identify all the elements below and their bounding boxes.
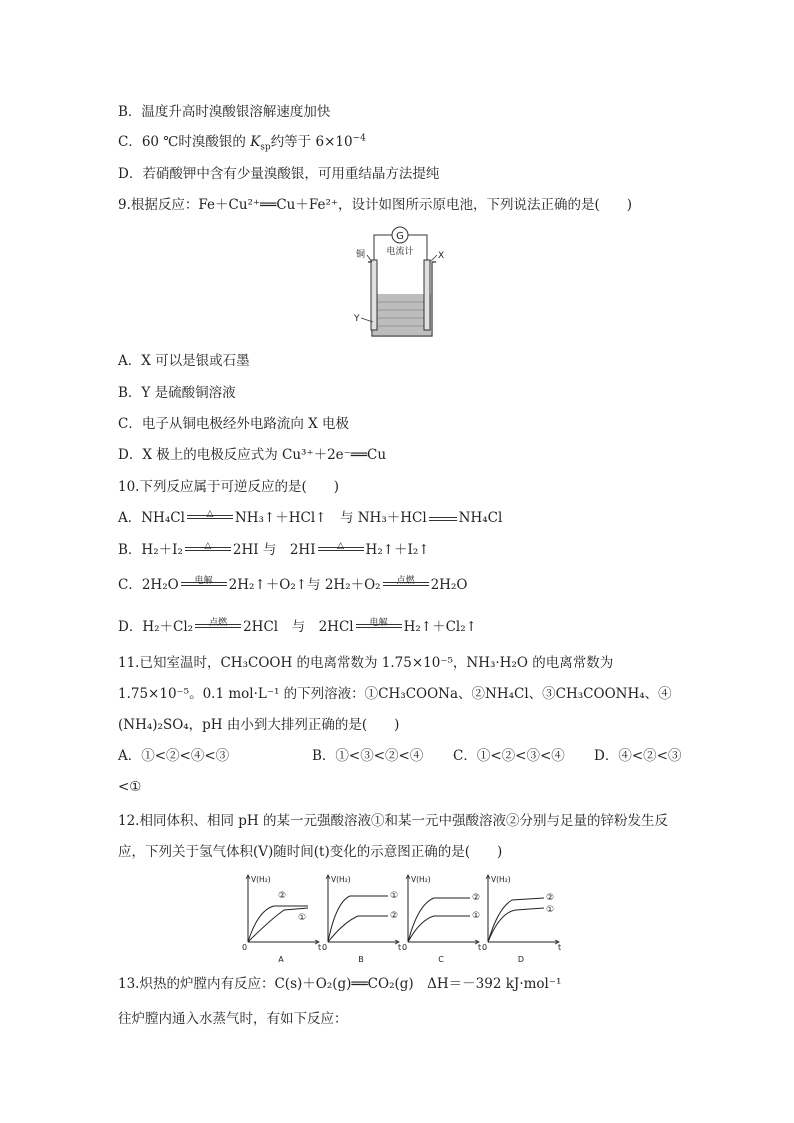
graph-b-origin: 0 bbox=[322, 943, 328, 952]
q10-d-left: D．H₂＋Cl₂ bbox=[118, 619, 194, 635]
q8-option-c-mid: 约等于 6×10 bbox=[270, 134, 353, 150]
graph-b-upper-curve bbox=[328, 896, 388, 942]
q10-c-product: 2H₂O bbox=[430, 577, 468, 593]
q10-d-condition: 点燃 bbox=[209, 618, 228, 628]
q10-b-condition: △ bbox=[204, 541, 212, 551]
q10-c-arrow2 bbox=[383, 576, 429, 589]
q10-a-equals bbox=[429, 517, 457, 521]
q11-option-b: B．①<③<②<④ bbox=[312, 748, 424, 764]
graph-c-upper-label: ② bbox=[472, 893, 481, 903]
graph-d-xlabel: t bbox=[558, 943, 562, 952]
graph-c-upper-curve bbox=[408, 898, 470, 942]
meter-label: 电流计 bbox=[386, 247, 414, 257]
q10-b-arrow bbox=[185, 541, 231, 554]
q10-c-arrow bbox=[181, 576, 227, 589]
y-label: Y bbox=[354, 314, 360, 324]
graph-c-ylabel: V(H₂) bbox=[411, 875, 431, 884]
q10-option-b bbox=[118, 541, 430, 559]
graph-c-label: C bbox=[438, 955, 444, 964]
q10-b-left: B．H₂＋I₂ bbox=[118, 542, 183, 558]
x-label: X bbox=[438, 251, 445, 261]
q10-d-condition2: 电解 bbox=[369, 618, 388, 628]
electrolyte-solution bbox=[373, 294, 431, 335]
q8-option-c-pre: C．60 ℃时溴酸银的 bbox=[118, 134, 251, 150]
q8-option-c-exp: −4 bbox=[352, 133, 366, 144]
graph-d-lower-curve bbox=[488, 908, 544, 942]
q10-b-arrow2 bbox=[318, 541, 364, 554]
graph-b-label: B bbox=[358, 955, 364, 964]
copper-label: 铜 bbox=[356, 250, 366, 260]
q10-d-mid: 2HCl 与 2HCl bbox=[243, 619, 354, 635]
q13-line1: 13.炽热的炉膛内有反应：C(s)＋O₂(g)══CO₂(g) ΔH＝－392 kJ·mol⁻¹ bbox=[118, 976, 562, 992]
graph-b-ylabel: V(H₂) bbox=[331, 875, 351, 884]
graph-d-upper-curve bbox=[488, 898, 544, 942]
q10-option-d bbox=[118, 618, 477, 636]
q10-b-condition2: △ bbox=[337, 541, 344, 551]
q10-a-product: NH₄Cl bbox=[458, 510, 503, 526]
q11-line3: (NH₄)₂SO₄，pH 由小到大排列正确的是( ) bbox=[118, 717, 400, 733]
graph-c-lower-label: ① bbox=[472, 911, 481, 921]
q10-b-mid: 2HI 与 2HI bbox=[232, 542, 316, 558]
galvanic-cell-figure bbox=[340, 222, 450, 344]
q11-option-d-cont: <① bbox=[118, 779, 142, 795]
graph-d-label: D bbox=[517, 955, 525, 964]
q10-c-condition2: 点燃 bbox=[396, 576, 415, 586]
q11-option-d: D．④<②<③ bbox=[594, 748, 682, 764]
q10-a-arrow bbox=[187, 509, 233, 522]
q13-line2: 往炉膛内通入水蒸气时，有如下反应： bbox=[118, 1011, 348, 1027]
graph-b-upper-label: ① bbox=[390, 891, 399, 901]
q11-option-c: C．①<②<③<④ bbox=[453, 748, 565, 764]
copper-electrode bbox=[371, 260, 377, 330]
q10-option-a bbox=[118, 509, 502, 527]
graph-c-origin: 0 bbox=[402, 943, 408, 952]
q10-a-right: NH₃↑＋HCl↑ 与 NH₃＋HCl bbox=[234, 510, 427, 526]
q9-stem: 9.根据反应：Fe＋Cu²⁺══Cu＋Fe²⁺，设计如图所示原电池，下列说法正确的是( ) bbox=[118, 197, 633, 213]
graph-d-upper-label: ② bbox=[546, 893, 555, 903]
graph-a-lower-label: ① bbox=[298, 913, 307, 923]
q11-option-a: A．①<②<④<③ bbox=[118, 748, 230, 764]
q10-c-condition: 电解 bbox=[194, 576, 213, 586]
q8-option-c bbox=[118, 133, 366, 151]
q12-line2: 应，下列关于氢气体积(V)随时间(t)变化的示意图正确的是( ) bbox=[118, 844, 503, 860]
q10-c-mid: 2H₂↑＋O₂↑与 2H₂＋O₂ bbox=[228, 577, 381, 593]
x-electrode bbox=[424, 260, 430, 330]
graph-d-ylabel: V(H₂) bbox=[491, 875, 511, 884]
q11-line1: 11.已知室温时，CH₃COOH 的电离常数为 1.75×10⁻⁵，NH₃·H₂O 的电离常数为 bbox=[118, 655, 614, 671]
graph-a-ylabel: V(H₂) bbox=[251, 875, 271, 884]
q10-c-left: C．2H₂O bbox=[118, 577, 179, 593]
graph-a-xlabel: t bbox=[318, 943, 322, 952]
q9-option-d: D．X 极上的电极反应式为 Cu³⁺＋2e⁻══Cu bbox=[118, 447, 387, 463]
q9-option-c: C．电子从铜电极经外电路流向 X 电极 bbox=[118, 416, 350, 432]
q8-option-d: D．若硝酸钾中含有少量溴酸银，可用重结晶方法提纯 bbox=[118, 166, 440, 182]
q9-option-b: B．Y 是硫酸铜溶液 bbox=[118, 385, 236, 401]
q10-b-product: H₂↑＋I₂↑ bbox=[365, 542, 430, 558]
galvanometer-g: G bbox=[396, 231, 404, 242]
graph-a-upper-label: ② bbox=[278, 891, 287, 901]
graph-c-xlabel: t bbox=[478, 943, 482, 952]
q10-a-left: A．NH₄Cl bbox=[118, 510, 185, 526]
q9-option-a: A．X 可以是银或石墨 bbox=[118, 353, 250, 369]
graph-b-lower-label: ② bbox=[390, 911, 399, 921]
graph-a-label: A bbox=[278, 955, 284, 964]
q10-option-c bbox=[118, 576, 467, 594]
q8-ksp-sub: sp bbox=[260, 142, 271, 153]
q10-d-arrow2 bbox=[356, 618, 402, 631]
graph-d-lower-label: ① bbox=[546, 905, 555, 915]
q8-ksp-k: K bbox=[250, 134, 261, 150]
graph-a-upper-curve bbox=[248, 906, 308, 942]
graph-d-origin: 0 bbox=[482, 943, 488, 952]
q10-stem: 10.下列反应属于可逆反应的是( ) bbox=[118, 479, 340, 495]
q11-line2: 1.75×10⁻⁵。0.1 mol·L⁻¹ 的下列溶液：①CH₃COONa、②NH₄Cl、③CH₃COONH₄、④ bbox=[118, 686, 672, 702]
graph-b-lower-curve bbox=[328, 916, 388, 942]
graph-c-lower-curve bbox=[408, 916, 470, 942]
graph-a-origin: 0 bbox=[242, 943, 248, 952]
q12-line1: 12.相同体积、相同 pH 的某一元强酸溶液①和某一元中强酸溶液②分别与足量的锌粉发生反 bbox=[118, 813, 668, 829]
q10-d-product: H₂↑＋Cl₂↑ bbox=[403, 619, 477, 635]
q12-graphs bbox=[240, 870, 560, 966]
q10-a-condition: △ bbox=[206, 509, 214, 519]
q10-d-arrow bbox=[195, 618, 241, 631]
q8-option-b: B．温度升高时溴酸银溶解速度加快 bbox=[118, 104, 331, 120]
graph-b-xlabel: t bbox=[398, 943, 402, 952]
